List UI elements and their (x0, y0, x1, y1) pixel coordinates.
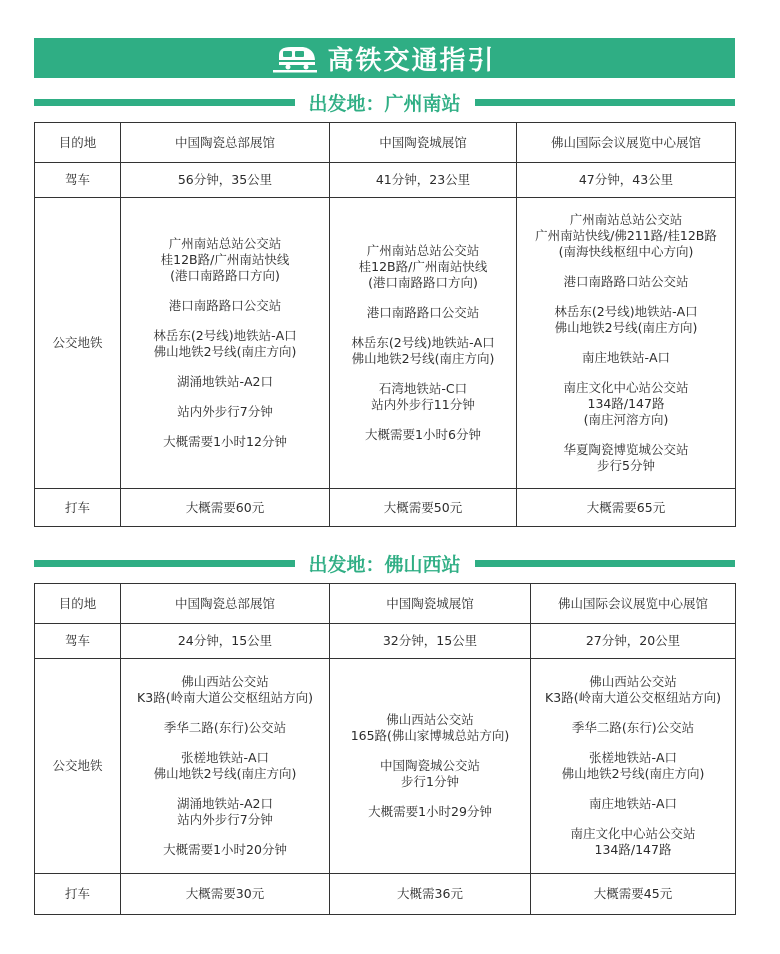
route-step-line: 佛山地铁2号线(南庄方向) (554, 320, 698, 335)
route-step-line: K3路(岭南大道公交枢纽站方向) (137, 690, 313, 705)
row-label: 打车 (35, 874, 121, 915)
route-step-line: 广州南站总站公交站 (366, 243, 480, 258)
route-step-line: 佛山地铁2号线(南庄方向) (561, 766, 705, 781)
route-step (519, 304, 733, 336)
route-step-line: 湖涌地铁站-A2口 (176, 374, 273, 389)
route-step (332, 335, 514, 367)
route-step (332, 381, 514, 413)
transit-cell (330, 659, 531, 874)
route-step-line: 南庄文化中心站公交站 (570, 826, 696, 841)
route-step (123, 842, 327, 858)
destination-cell: 中国陶瓷城展馆 (330, 123, 517, 163)
route-step-line: 南庄地铁站-A口 (588, 796, 678, 811)
row-label: 驾车 (35, 163, 121, 198)
row-label: 公交地铁 (35, 198, 121, 489)
route-step-line: 桂12B路/广州南站快线 (160, 252, 290, 267)
route-step (123, 796, 327, 828)
route-step-line: 林岳东(2号线)地铁站-A口 (351, 335, 495, 350)
route-step-line: 佛山地铁2号线(南庄方向) (351, 351, 495, 366)
route-step (123, 404, 327, 420)
route-step (519, 350, 733, 366)
taxi-cell: 大概需36元 (330, 874, 531, 915)
route-step-line: 佛山西站公交站 (589, 674, 677, 689)
route-step-line: 中国陶瓷城公交站 (379, 758, 480, 773)
route-step-line: 佛山西站公交站 (181, 674, 269, 689)
transit-cell (517, 198, 736, 489)
route-step-line: 林岳东(2号线)地铁站-A口 (554, 304, 698, 319)
section-heading-foshan-west (34, 548, 735, 578)
drive-cell: 47分钟，43公里 (517, 163, 736, 198)
taxi-cell: 大概需要65元 (517, 489, 736, 527)
route-step-line: 石湾地铁站-C口 (378, 381, 468, 396)
train-icon (273, 43, 317, 73)
route-step (123, 720, 327, 736)
route-step-line: 佛山地铁2号线(南庄方向) (153, 344, 297, 359)
route-step (123, 328, 327, 360)
route-step-line: 大概需要1小时12分钟 (163, 434, 287, 449)
table-row-destination (35, 123, 736, 163)
drive-cell: 32分钟，15公里 (330, 624, 531, 659)
route-step (332, 804, 528, 820)
transit-cell (531, 659, 736, 874)
table-row-transit (35, 659, 736, 874)
row-label: 公交地铁 (35, 659, 121, 874)
page-title: 高铁交通指引 (327, 45, 496, 76)
route-step-line: 佛山地铁2号线(南庄方向) (153, 766, 297, 781)
drive-cell: 56分钟，35公里 (121, 163, 330, 198)
route-step (519, 380, 733, 428)
route-step-line: (港口南路路口方向) (368, 275, 478, 290)
route-step (533, 796, 733, 812)
route-step-line: 步行5分钟 (597, 458, 655, 473)
route-step-line: (南庄河溶方向) (583, 412, 669, 427)
taxi-cell: 大概需要30元 (121, 874, 330, 915)
route-step (123, 298, 327, 314)
destination-cell: 中国陶瓷总部展馆 (121, 584, 330, 624)
route-step (519, 212, 733, 260)
route-step-line: 步行1分钟 (401, 774, 459, 789)
destination-cell: 中国陶瓷总部展馆 (121, 123, 330, 163)
table-row-drive (35, 163, 736, 198)
route-step-line: 南庄地铁站-A口 (581, 350, 671, 365)
destination-cell: 佛山国际会议展览中心展馆 (517, 123, 736, 163)
route-step-line: 港口南路路口站公交站 (563, 274, 689, 289)
divider-line (475, 99, 736, 106)
route-step-line: 站内外步行7分钟 (177, 812, 273, 827)
taxi-cell: 大概需要50元 (330, 489, 517, 527)
route-step (332, 243, 514, 291)
route-step (519, 274, 733, 290)
route-step-line: 广州南站总站公交站 (168, 236, 282, 251)
route-step-line: 广州南站快线/佛211路/桂12B路 (535, 228, 717, 243)
transit-cell (330, 198, 517, 489)
route-step (519, 442, 733, 474)
row-label: 目的地 (35, 584, 121, 624)
route-step-line: 华夏陶瓷博览城公交站 (563, 442, 689, 457)
drive-cell: 41分钟，23公里 (330, 163, 517, 198)
table-row-drive (35, 624, 736, 659)
table-row-destination (35, 584, 736, 624)
destination-cell: 中国陶瓷城展馆 (330, 584, 531, 624)
route-step-line: (港口南路路口方向) (170, 268, 280, 283)
route-step-line: 季华二路(东行)公交站 (571, 720, 695, 735)
route-step-line: 165路(佛山家博城总站方向) (350, 728, 510, 743)
route-step-line: 桂12B路/广州南站快线 (358, 259, 488, 274)
route-step (123, 434, 327, 450)
route-step (123, 674, 327, 706)
route-step-line: 南庄文化中心站公交站 (563, 380, 689, 395)
route-step-line: 港口南路路口公交站 (366, 305, 480, 320)
route-step (533, 720, 733, 736)
route-step-line: 林岳东(2号线)地铁站-A口 (153, 328, 297, 343)
route-step-line: 港口南路路口公交站 (168, 298, 282, 313)
divider-line (34, 560, 295, 567)
route-step-line: 大概需要1小时6分钟 (365, 427, 481, 442)
divider-line (475, 560, 736, 567)
route-step (533, 750, 733, 782)
route-step-line: 134路/147路 (587, 396, 665, 411)
drive-cell: 24分钟，15公里 (121, 624, 330, 659)
taxi-cell: 大概需要45元 (531, 874, 736, 915)
route-step-line: (南海快线枢纽中心方向) (558, 244, 694, 259)
transit-cell (121, 659, 330, 874)
table-row-transit (35, 198, 736, 489)
divider-line (34, 99, 295, 106)
transit-cell (121, 198, 330, 489)
row-label: 驾车 (35, 624, 121, 659)
drive-cell: 27分钟，20公里 (531, 624, 736, 659)
route-step-line: 张槎地铁站-A口 (588, 750, 678, 765)
route-step (533, 674, 733, 706)
route-table-foshan-west (34, 583, 736, 915)
destination-cell: 佛山国际会议展览中心展馆 (531, 584, 736, 624)
row-label: 目的地 (35, 123, 121, 163)
taxi-cell: 大概需要60元 (121, 489, 330, 527)
table-row-taxi (35, 489, 736, 527)
route-step-line: 134路/147路 (594, 842, 672, 857)
route-step (332, 758, 528, 790)
route-step (332, 427, 514, 443)
route-step-line: 湖涌地铁站-A2口 (176, 796, 273, 811)
section-heading-guangzhou-south (34, 87, 735, 117)
section-heading-text: 出发地：广州南站 (308, 92, 461, 115)
route-step-line: 季华二路(东行)公交站 (163, 720, 287, 735)
route-step (332, 305, 514, 321)
route-step-line: K3路(岭南大道公交枢纽站方向) (545, 690, 721, 705)
section-heading-text: 出发地：佛山西站 (308, 553, 461, 576)
route-step (123, 236, 327, 284)
route-step-line: 站内外步行11分钟 (371, 397, 475, 412)
route-step-line: 张槎地铁站-A口 (180, 750, 270, 765)
route-step (123, 374, 327, 390)
route-step-line: 大概需要1小时20分钟 (163, 842, 287, 857)
row-label: 打车 (35, 489, 121, 527)
route-step-line: 站内外步行7分钟 (177, 404, 273, 419)
table-row-taxi (35, 874, 736, 915)
route-step-line: 大概需要1小时29分钟 (368, 804, 492, 819)
route-step (332, 712, 528, 744)
route-step-line: 广州南站总站公交站 (569, 212, 683, 227)
route-step-line: 佛山西站公交站 (386, 712, 474, 727)
route-table-guangzhou-south (34, 122, 736, 527)
route-step (533, 826, 733, 858)
route-step (123, 750, 327, 782)
title-banner (34, 38, 735, 78)
